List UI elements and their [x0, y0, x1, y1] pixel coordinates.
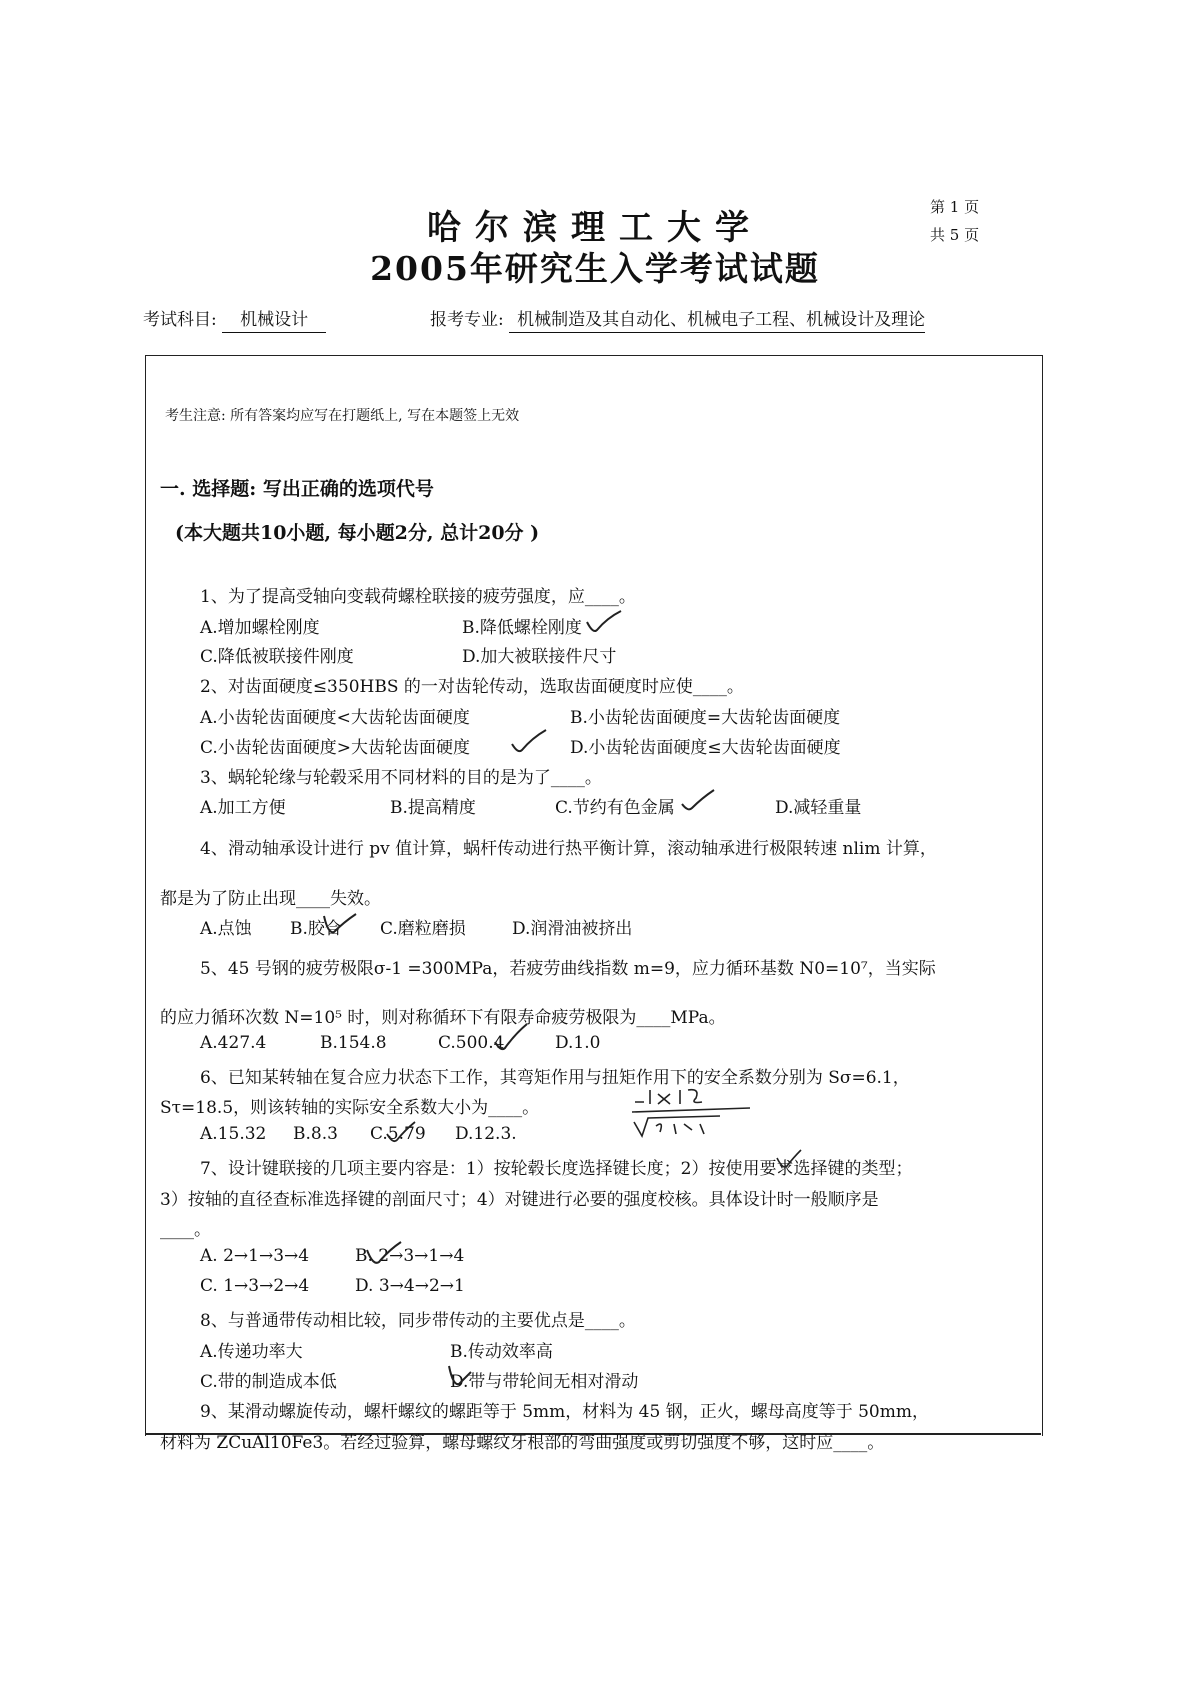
question-2-stem: 2、对齿面硬度≤350HBS 的一对齿轮传动，选取齿面硬度时应使____。 — [200, 677, 744, 697]
page-indicator — [930, 193, 979, 249]
question-7-stem-line1: 7、设计键联接的几项主要内容是：1）按轮毂长度选择键长度；2）按使用要求选择键的类型； — [200, 1159, 913, 1179]
question-8-stem: 8、与普通带传动相比较，同步带传动的主要优点是____。 — [200, 1311, 636, 1331]
q3-option-d: D.减轻重量 — [775, 798, 862, 818]
q3-option-b: B.提高精度 — [390, 798, 476, 818]
question-4-stem-line1: 4、滑动轴承设计进行 pv 值计算，蜗杆传动进行热平衡计算，滚动轴承进行极限转速 nlim 计算， — [200, 839, 937, 859]
question-7-stem-line2: 3）按轴的直径查标准选择键的剖面尺寸；4）对键进行必要的强度校核。具体设计时一般顺序是 — [160, 1190, 879, 1210]
q2-option-a: A.小齿轮齿面硬度<大齿轮齿面硬度 — [200, 708, 470, 728]
q2-option-d: D.小齿轮齿面硬度≤大齿轮齿面硬度 — [570, 738, 841, 758]
question-9-stem-line1: 9、某滑动螺旋传动，螺杆螺纹的螺距等于 5mm，材料为 45 钢，正火，螺母高度等于 50mm， — [200, 1402, 929, 1422]
question-3-stem: 3、蜗轮轮缘与轮毂采用不同材料的目的是为了____。 — [200, 768, 602, 788]
question-6-stem-line1: 6、已知某转轴在复合应力状态下工作，其弯矩作用与扭矩作用下的安全系数分别为 Sσ=6.1， — [200, 1068, 910, 1088]
q8-option-d: D.带与带轮间无相对滑动 — [450, 1372, 639, 1392]
exam-title: 2005年研究生入学考试试题 — [370, 249, 820, 288]
major-field — [430, 305, 925, 330]
q8-option-c: C.带的制造成本低 — [200, 1372, 337, 1392]
subject-label: 考试科目: — [143, 310, 217, 330]
q7-option-c: C. 1→3→2→4 — [200, 1276, 310, 1296]
section-subtitle: (本大题共10小题, 每小题2分, 总计20分 ) — [175, 522, 540, 544]
q3-option-c: C.节约有色金属 — [555, 798, 675, 818]
q5-option-d: D.1.0 — [555, 1033, 601, 1053]
question-5-stem-line2: 的应力循环次数 N=10⁵ 时，则对称循环下有限寿命疲劳极限为____MPa。 — [160, 1008, 726, 1028]
q7-option-b: B. 2→3→1→4 — [355, 1246, 465, 1266]
subject-field — [143, 305, 326, 330]
question-1-stem: 1、为了提高受轴向变载荷螺栓联接的疲劳强度，应____。 — [200, 587, 636, 607]
q4-option-b: B.胶合 — [290, 919, 342, 939]
section-title: 一. 选择题: 写出正确的选项代号 — [160, 478, 434, 500]
q1-option-c: C.降低被联接件刚度 — [200, 647, 354, 667]
q6-option-a: A.15.32 — [200, 1124, 267, 1144]
q2-option-b: B.小齿轮齿面硬度=大齿轮齿面硬度 — [570, 708, 841, 728]
q5-option-a: A.427.4 — [200, 1033, 267, 1053]
q4-option-c: C.磨粒磨损 — [380, 919, 466, 939]
q3-option-a: A.加工方便 — [200, 798, 286, 818]
major-value: 机械制造及其自动化、机械电子工程、机械设计及理论 — [509, 310, 925, 333]
page-current: 第 1 页 — [930, 198, 980, 216]
q2-option-c: C.小齿轮齿面硬度>大齿轮齿面硬度 — [200, 738, 471, 758]
q7-option-a: A. 2→1→3→4 — [200, 1246, 310, 1266]
q6-option-b: B.8.3 — [293, 1124, 338, 1144]
q6-option-c: C.5.79 — [370, 1124, 426, 1144]
q5-option-c: C.500.4 — [438, 1033, 505, 1053]
q1-option-b: B.降低螺栓刚度 — [462, 618, 582, 638]
page-total: 共 5 页 — [930, 226, 980, 244]
q8-option-b: B.传动效率高 — [450, 1342, 553, 1362]
candidate-notice: 考生注意: 所有答案均应写在打题纸上, 写在本题签上无效 — [165, 408, 520, 424]
q5-option-b: B.154.8 — [320, 1033, 387, 1053]
q4-option-d: D.润滑油被挤出 — [512, 919, 633, 939]
q8-option-a: A.传递功率大 — [200, 1342, 303, 1362]
q7-option-d: D. 3→4→2→1 — [355, 1276, 465, 1296]
q1-option-a: A.增加螺栓刚度 — [200, 618, 320, 638]
subject-value: 机械设计 — [222, 310, 326, 333]
q4-option-a: A.点蚀 — [200, 919, 252, 939]
question-7-stem-line3: ____。 — [160, 1220, 211, 1240]
university-title: 哈尔滨理工大学 — [427, 208, 763, 248]
q1-option-d: D.加大被联接件尺寸 — [462, 647, 617, 667]
question-9-stem-line2: 材料为 ZCuAl10Fe3。若经过验算，螺母螺纹牙根部的弯曲强度或剪切强度不够，这时应____。 — [160, 1433, 885, 1453]
question-4-stem-line2: 都是为了防止出现____失效。 — [160, 889, 381, 909]
question-5-stem-line1: 5、45 号钢的疲劳极限σ-1 =300MPa，若疲劳曲线指数 m=9，应力循环基数 N0=10⁷，当实际 — [200, 959, 936, 979]
major-label: 报考专业: — [430, 310, 504, 330]
question-6-stem-line2: Sτ=18.5，则该转轴的实际安全系数大小为____。 — [160, 1098, 540, 1118]
q6-option-d: D.12.3. — [455, 1124, 517, 1144]
